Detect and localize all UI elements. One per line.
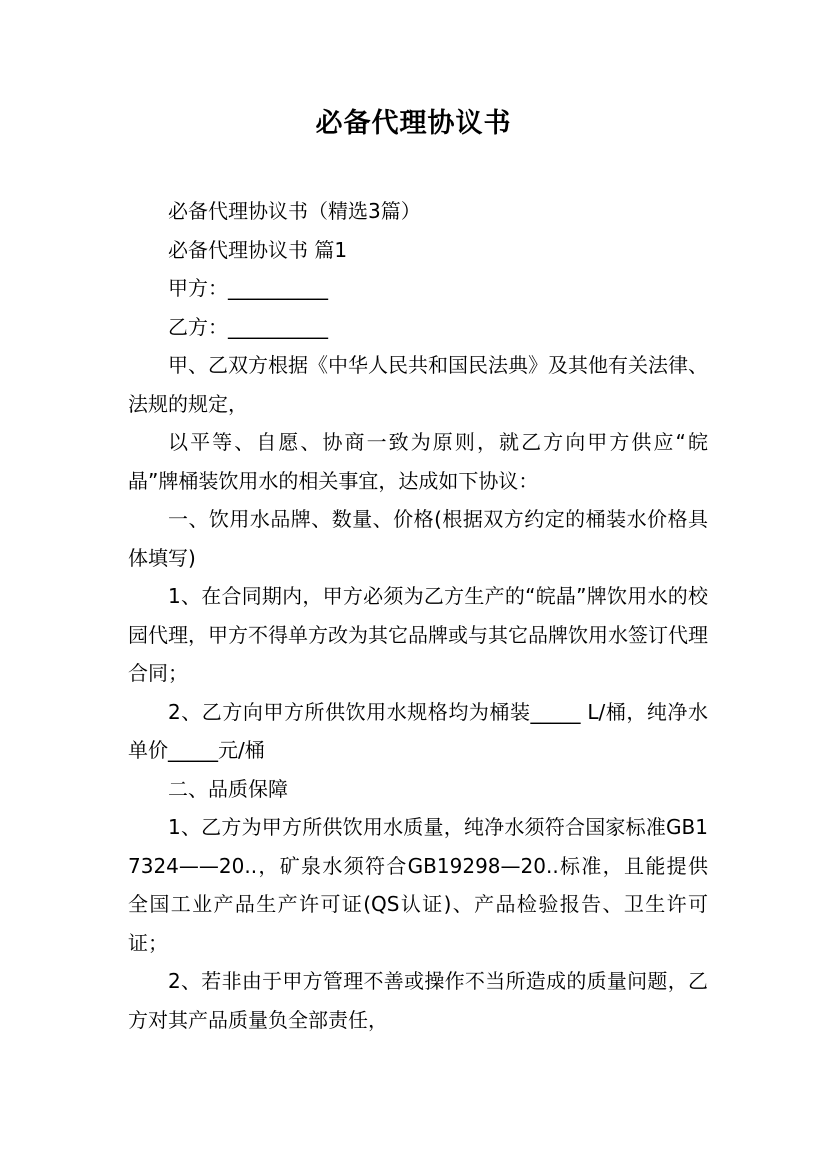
document-body (128, 192, 708, 1039)
paragraph-clause-1-1: 1、在合同期内，甲方必须为乙方生产的“皖晶”牌饮用水的校园代理，甲方不得单方改为其它品牌或与其它品牌饮用水签订代理合同； (128, 584, 708, 685)
paragraph-clause-2-heading: 二、品质保障 (168, 776, 288, 801)
paragraph-clause-1-2: 2、乙方向甲方所供饮用水规格均为桶装_____ L/桶，纯净水单价_____元/桶 (128, 699, 708, 762)
paragraph-legal-basis: 甲、乙双方根据《中华人民共和国民法典》及其他有关法律、法规的规定， (128, 353, 708, 416)
paragraph-collection-heading: 必备代理协议书（精选3篇） (168, 199, 421, 223)
paragraph-clause-1-heading: 一、饮用水品牌、数量、价格(根据双方约定的桶装水价格具体填写) (128, 507, 708, 570)
document-title: 必备代理协议书 (315, 108, 512, 139)
paragraph-clause-2-2: 2、若非由于甲方管理不善或操作不当所造成的质量问题，乙方对其产品质量负全部责任， (128, 969, 708, 1032)
paragraph-clause-2-1: 1、乙方为甲方所供饮用水质量，纯净水须符合国家标准GB17324——20..，矿泉水须符合GB19298—20..标准，且能提供全国工业产品生产许可证(QS认证)、产品检验报告、卫生许可证； (128, 815, 708, 955)
paragraph-principles: 以平等、自愿、协商一致为原则，就乙方向甲方供应“皖晶”牌桶装饮用水的相关事宜，达成如下协议： (128, 430, 708, 493)
paragraph-party-a: 甲方：__________ (168, 276, 328, 300)
paragraph-party-b: 乙方：__________ (168, 314, 328, 339)
paragraph-section-heading: 必备代理协议书 篇1 (168, 237, 348, 262)
